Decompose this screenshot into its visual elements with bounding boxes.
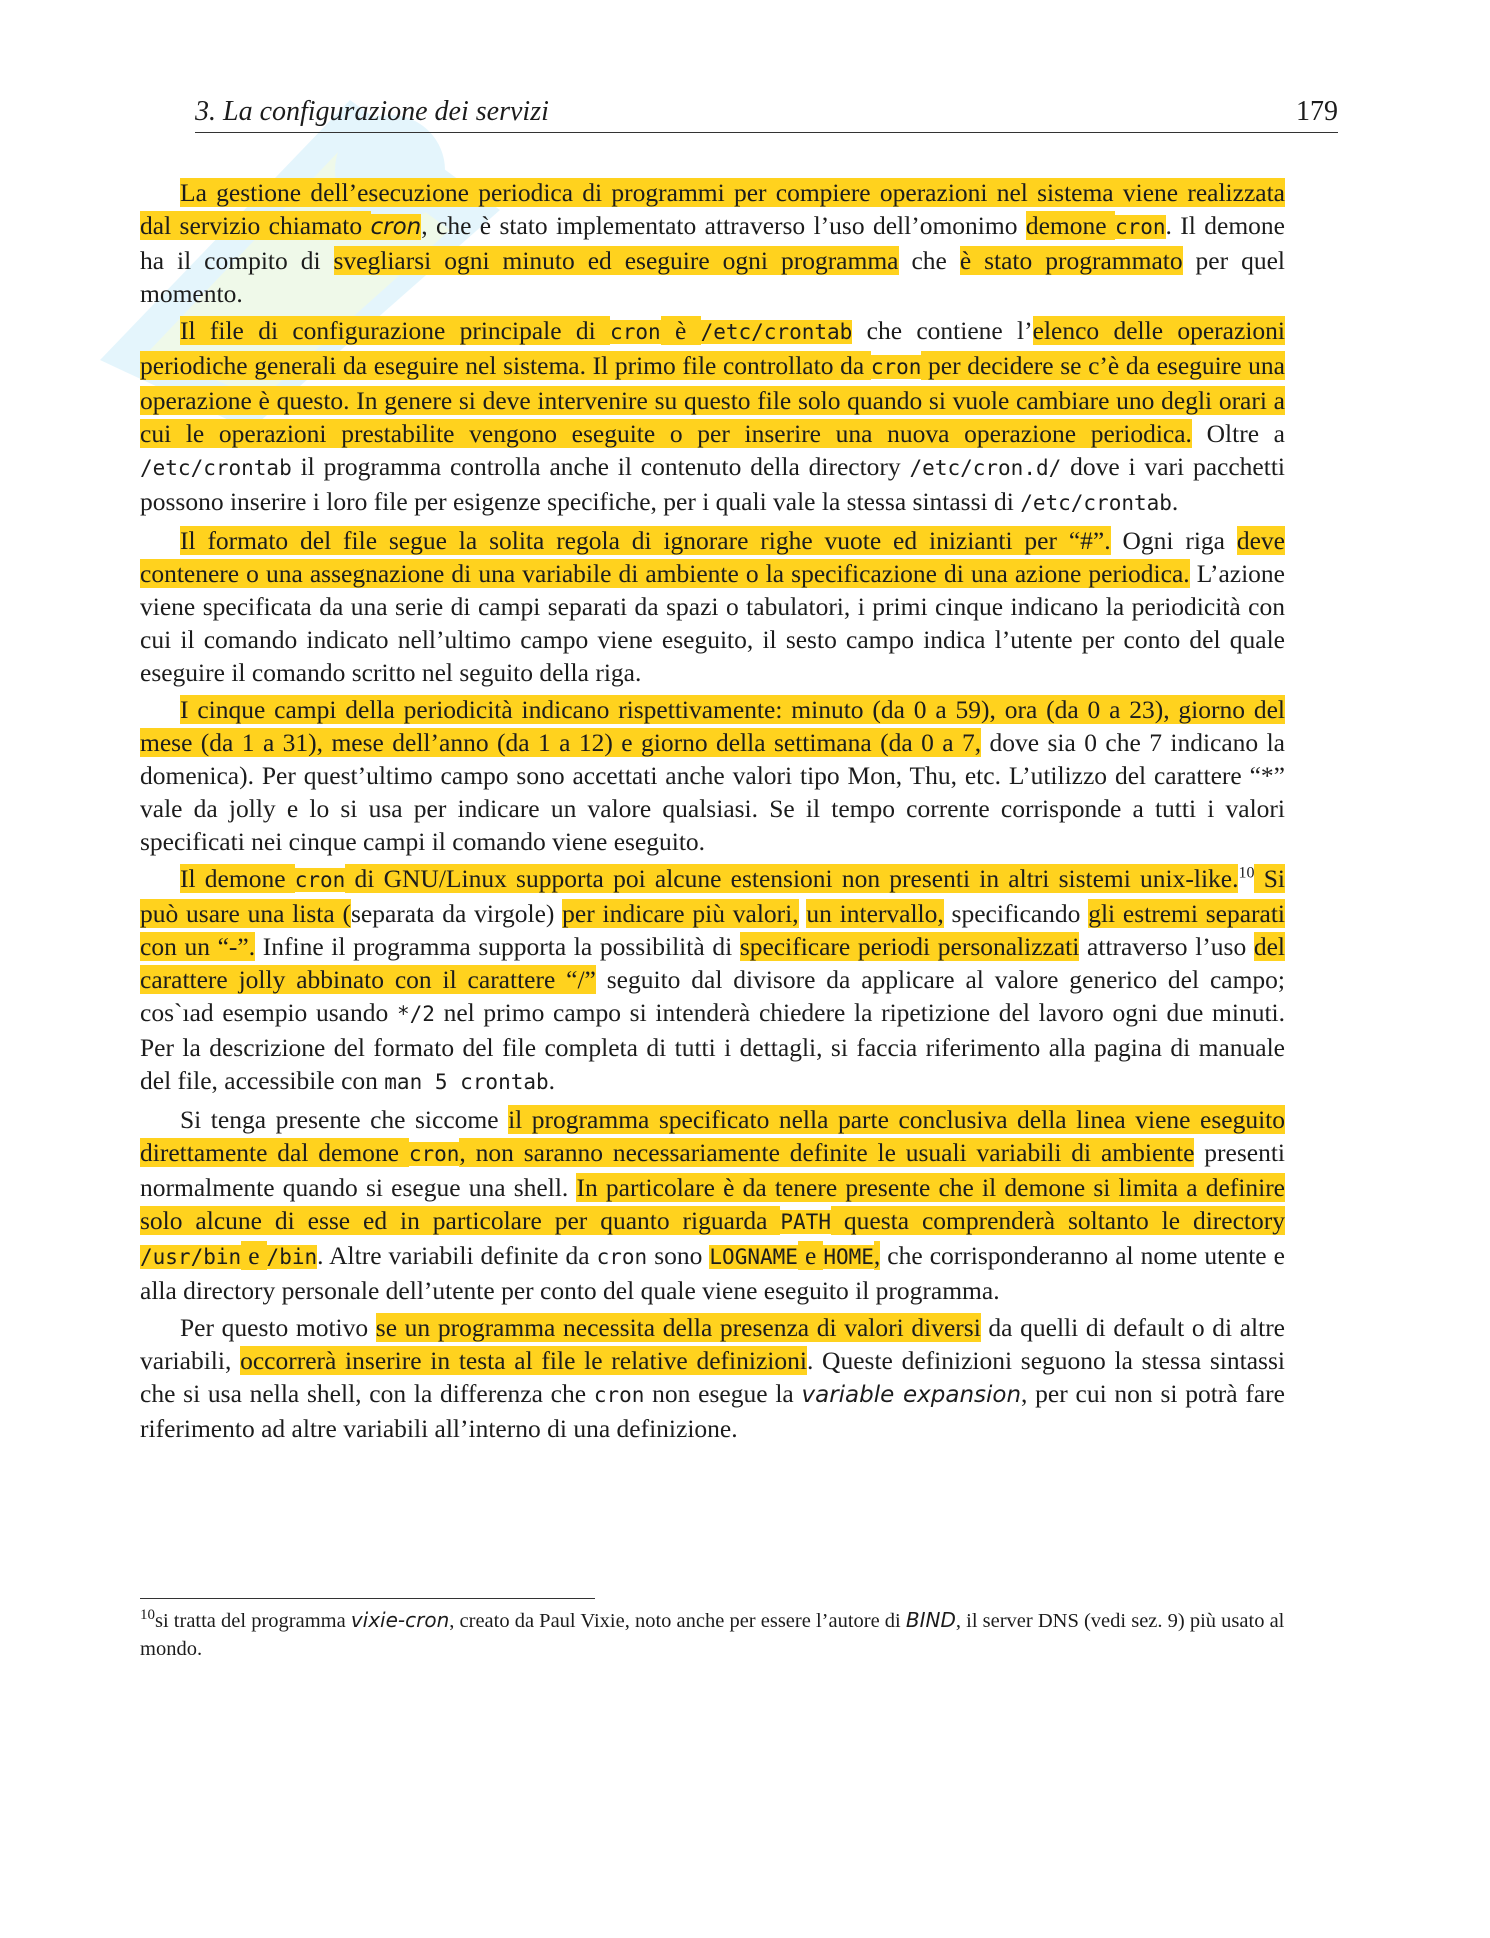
text-run: variable expansion (801, 1382, 1022, 1408)
text-run: sono (647, 1241, 710, 1270)
text-run: /etc/cron.d/ (909, 456, 1062, 480)
text-run: . Il demone ha il compito di (140, 211, 1285, 275)
text-run: che corrisponderanno al nome utente e alla directory personale dell’utente per conto del quale viene eseguito il programma. (140, 1241, 1285, 1305)
highlighted-text: In particolare è da tenere presente che il demone si limita a definire solo alcune di esse ed in particolare per quanto riguarda (140, 1173, 1286, 1235)
text-run: , creato da Paul Vixie, noto anche per essere l’autore di (449, 1610, 906, 1632)
highlighted-text: PATH (780, 1210, 831, 1234)
main-text (140, 176, 1285, 1449)
highlighted-text: per indicare più valori, (562, 899, 799, 928)
highlighted-text: LOGNAME (709, 1245, 798, 1269)
highlighted-text: /usr/bin (140, 1245, 242, 1269)
text-run: che contiene l’ (852, 316, 1033, 345)
highlighted-text: HOME (823, 1245, 874, 1269)
text-run: , per cui non si potrà fare riferimento ad altre variabili all’interno di una definizione. (140, 1379, 1285, 1443)
text-run: vixie-cron (350, 1608, 450, 1632)
highlighted-text: La gestione dell’esecuzione periodica di programmi per compiere operazioni nel sistema viene realizzata dal servizio chiamato (140, 178, 1285, 240)
highlighted-text: Il formato del file segue la solita regola di ignorare righe vuote ed inizianti per “#”. (180, 526, 1111, 555)
highlighted-text: gli estremi separati con un “-”. (140, 899, 1286, 961)
paragraph (140, 1103, 1285, 1307)
highlighted-text: cron (408, 1142, 460, 1166)
text-run: si tratta del programma (155, 1610, 351, 1632)
text-run: /etc/crontab (140, 456, 292, 480)
text-run: , il server DNS (vedi sez. 9) più usato al mondo. (140, 1610, 1285, 1660)
highlighted-text: cron (610, 320, 661, 344)
text-run: il programma controlla anche il contenuto della directory (291, 452, 910, 481)
paragraph (140, 1311, 1285, 1445)
text-run: L’azione viene specificata da una serie di campi separati da spazi o tabulatori, i primi cinque indicano la periodicità con cui il comando indicato nell’ultimo campo viene eseguito, il sesto campo indica l’utente per conto del quale eseguire il comando scritto nel seguito della riga. (140, 559, 1285, 687)
highlighted-text: cron (1114, 215, 1166, 239)
highlighted-text: occorrerà inserire in testa al file le relative definizioni (240, 1346, 807, 1375)
footnote-marker: 10 (1238, 864, 1255, 882)
highlighted-text: per decidere se c’è da eseguire una operazione è questo. In genere si deve intervenire su questo file solo quando si vuole cambiare uno degli orari a cui le operazioni prestabilite vengono eseguite o per inserire una nuova operazione periodica. (140, 351, 1285, 448)
paragraph (140, 862, 1285, 1099)
paragraph (140, 176, 1285, 310)
text-run: . Altre variabili definite da (317, 1241, 597, 1270)
highlighted-text: un intervallo, (806, 899, 944, 928)
highlighted-text: cron (294, 868, 346, 892)
paragraph (140, 314, 1285, 520)
highlighted-text: I cinque campi della periodicità indicano rispettivamente: minuto (da 0 a 59), ora (da 0 a 23), giorno del mese (da 1 a 31), mese dell’anno (da 1 a 12) e giorno della settimana (da 0 a 7, (140, 695, 1285, 757)
highlighted-text: se un programma necessita della presenza di valori diversi (375, 1313, 981, 1342)
text-run: da quelli di default o di altre variabili, (140, 1313, 1285, 1375)
text-run: Ogni riga (1110, 526, 1237, 555)
paragraph (140, 524, 1285, 689)
text-run: . (548, 1066, 556, 1095)
text-run: BIND (905, 1608, 956, 1632)
text-run: /etc/crontab (1020, 491, 1172, 515)
text-run: che (898, 246, 960, 275)
highlighted-text: /bin (266, 1245, 318, 1269)
highlighted-text: demone (1025, 211, 1115, 240)
text-run: separata da virgole) (350, 899, 563, 928)
text-run: Si tenga presente che siccome (180, 1105, 509, 1134)
text-run: Infine il programma supporta la possibilità di (255, 932, 740, 961)
highlighted-text: del carattere jolly abbinato con il carattere “/” (140, 932, 1285, 994)
highlighted-text: questa comprenderà soltanto le directory (830, 1206, 1285, 1235)
text-run: cron (596, 1245, 648, 1269)
highlighted-text: , (873, 1241, 881, 1270)
page-number: 179 (1296, 96, 1338, 127)
highlighted-text: elenco delle operazioni periodiche generali da eseguire nel sistema. Il primo file controllato da (140, 316, 1285, 380)
chapter-title: 3. La configurazione dei servizi (195, 96, 549, 127)
text-run: . (1171, 487, 1179, 516)
text-run: man 5 crontab (384, 1070, 549, 1094)
footnote (140, 1606, 1285, 1663)
highlighted-text: il programma specificato nella parte conclusiva della linea viene eseguito direttamente dal demone (140, 1105, 1285, 1167)
paragraph (140, 693, 1285, 858)
text-run: */2 (396, 1002, 435, 1026)
text-run: cron (593, 1383, 645, 1407)
highlighted-text: deve contenere o una assegnazione di una variabile di ambiente o la specificazione di una azione periodica. (140, 526, 1285, 588)
text-run: . Queste definizioni seguono la stessa sintassi che si usa nella shell, con la differenza che (140, 1346, 1285, 1408)
footnote-rule (140, 1598, 595, 1599)
text-run: specificando (943, 899, 1089, 928)
text-run: dove sia 0 che 7 indicano la domenica). Per quest’ultimo campo sono accettati anche valori tipo Mon, Thu, etc. L’utilizzo del carattere “*” vale da jolly e lo si usa per indicare un valore qualsiasi. Se il tempo corrente corrisponde a tutti i valori specificati nei cinque campi il comando viene eseguito. (140, 728, 1285, 856)
highlighted-text: Il demone (180, 864, 295, 893)
highlighted-text: /etc/crontab (700, 320, 853, 344)
text-run: attraverso l’uso (1079, 932, 1254, 961)
highlighted-text: e (241, 1241, 267, 1270)
text-run: , che è stato implementato attraverso l’uso dell’omonimo (421, 211, 1026, 240)
highlighted-text: cron (870, 355, 922, 379)
highlighted-text: di GNU/Linux supporta poi alcune estensioni non presenti in altri sistemi unix-like. (345, 864, 1239, 893)
highlighted-text: e (797, 1241, 824, 1270)
highlighted-text: , non saranno necessariamente definite le usuali variabili di ambiente (459, 1138, 1195, 1167)
page-header (195, 92, 1338, 133)
footnote-marker: 10 (140, 1607, 155, 1624)
text-run: nel primo campo si intenderà chiedere la ripetizione del lavoro ogni due minuti. Per la descrizione del formato del file completa di tutti i dettagli, si faccia riferimento alla pagina di manuale del file, accessibile con (140, 998, 1285, 1095)
text-run: dove i vari pacchetti possono inserire i loro file per esigenze specifiche, per i quali vale la stessa sintassi di (140, 452, 1285, 516)
text-run: presenti normalmente quando si esegue una shell. (140, 1138, 1285, 1202)
text-run: per quel momento. (140, 246, 1285, 308)
highlighted-text: svegliarsi ogni minuto ed eseguire ogni programma (333, 246, 899, 275)
text-run: Per questo motivo (180, 1313, 376, 1342)
highlighted-text: cron (370, 214, 422, 240)
highlighted-text: Si può usare una lista ( (140, 864, 1285, 928)
text-run: seguito dal divisore da applicare al valore generico del campo; cos`ıad esempio usando (140, 965, 1285, 1027)
text-run: Oltre a (1191, 419, 1286, 448)
highlighted-text: specificare periodi personalizzati (739, 932, 1080, 961)
highlighted-text: è stato programmato (959, 246, 1183, 275)
highlighted-text: è (660, 316, 701, 345)
highlighted-text: Il file di configurazione principale di (180, 316, 611, 345)
text-run: non esegue la (644, 1379, 802, 1408)
